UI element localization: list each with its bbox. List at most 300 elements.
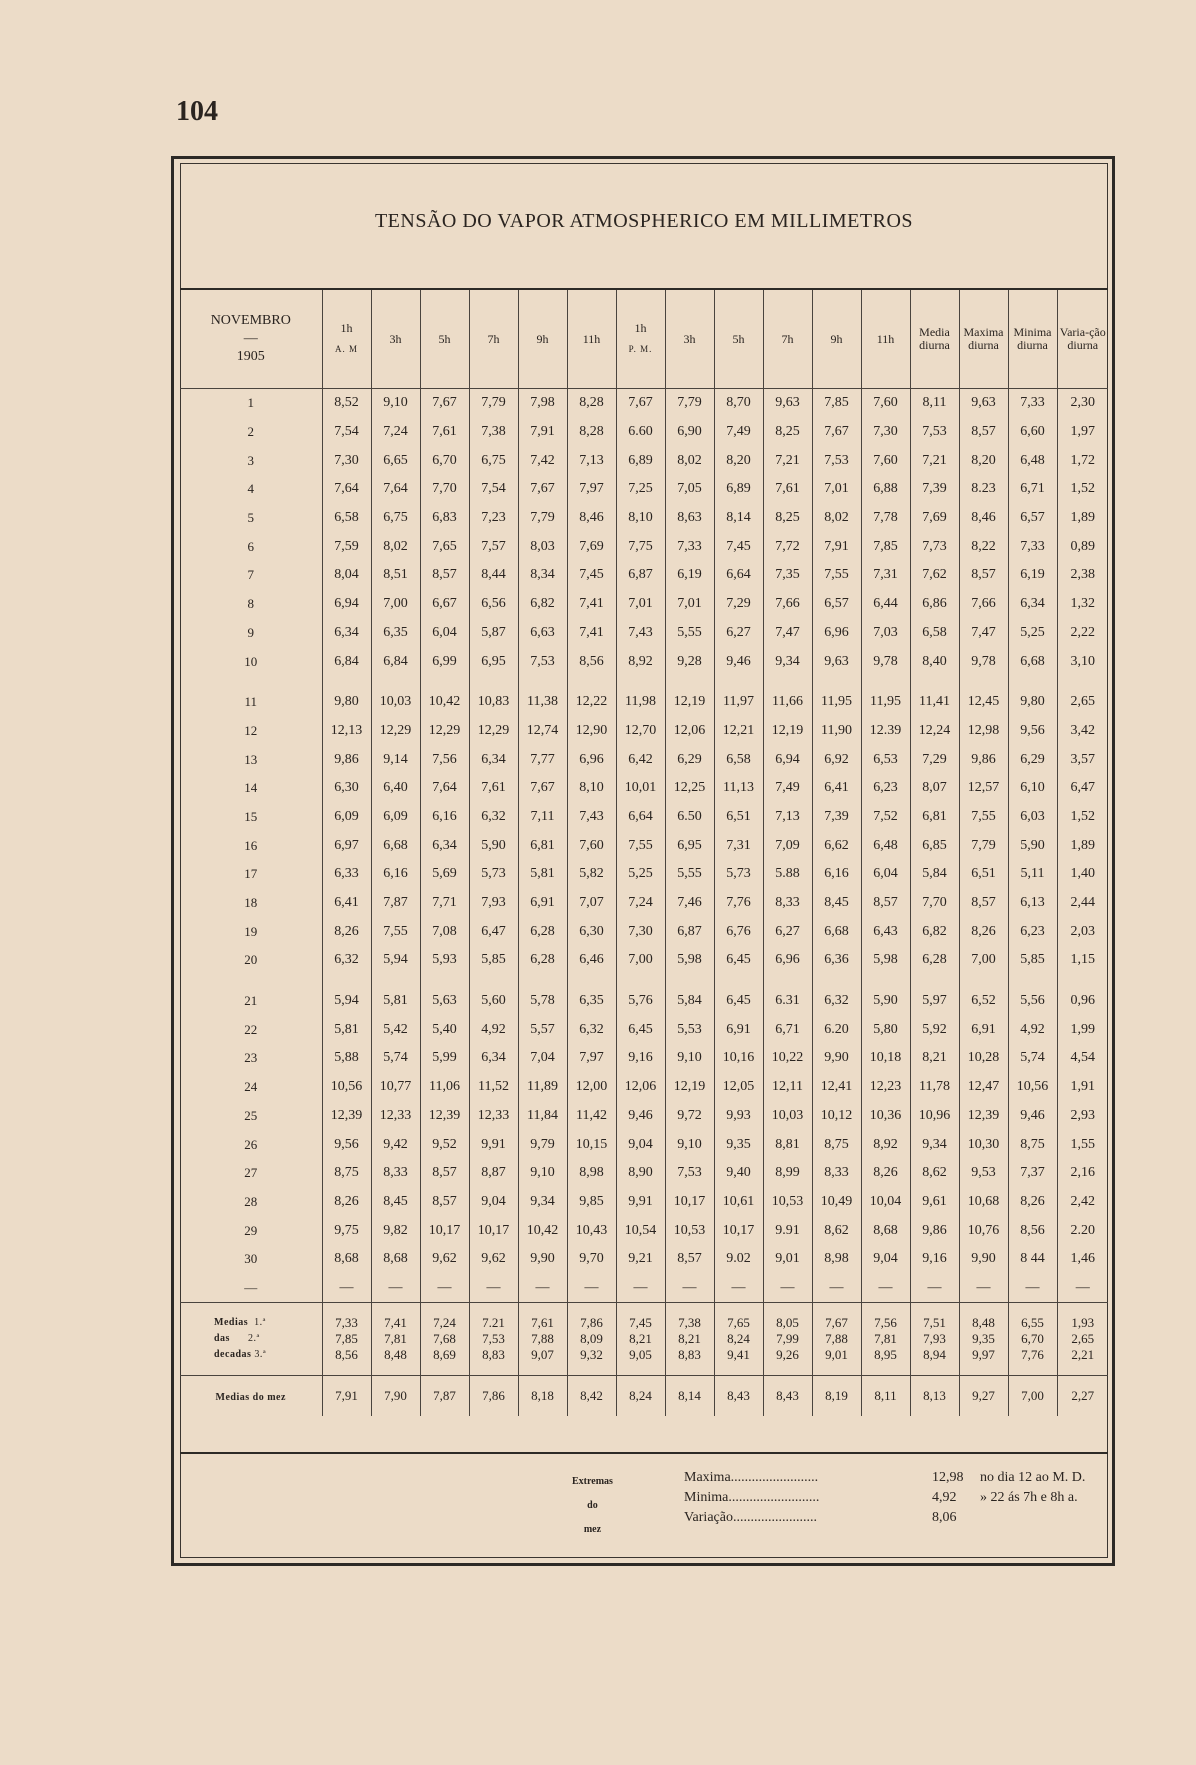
value-cell: 5,73 (714, 860, 763, 889)
value-cell: 6,28 (518, 946, 567, 975)
value-cell: 7,33 (1008, 532, 1057, 561)
dash-cell: — (420, 1274, 469, 1303)
value-cell: 6,81 (910, 803, 959, 832)
value-cell: 8,57 (861, 889, 910, 918)
month-mean-cell: 2,27 (1057, 1376, 1108, 1417)
value-cell: 2,30 (1057, 389, 1108, 418)
value-cell: 6,89 (714, 475, 763, 504)
value-cell: 6,82 (518, 590, 567, 619)
dash-cell: — (322, 1274, 371, 1303)
value-cell: 6,63 (518, 619, 567, 648)
month-header (180, 290, 322, 389)
value-cell: 7,59 (322, 532, 371, 561)
table-row (180, 745, 1108, 774)
value-cell: 7,00 (371, 590, 420, 619)
day-cell: 7 (247, 567, 254, 583)
dash-cell: — (714, 1274, 763, 1303)
value-cell: 10,17 (665, 1188, 714, 1217)
table-row (180, 1245, 1108, 1274)
value-cell: 8,28 (567, 389, 616, 418)
value-cell: 9,63 (959, 389, 1008, 418)
value-cell: 7,79 (665, 389, 714, 418)
value-cell: 6,67 (420, 590, 469, 619)
value-cell: 9.02 (714, 1245, 763, 1274)
value-cell: 8,57 (959, 561, 1008, 590)
month-mean-cell: 8,19 (812, 1376, 861, 1417)
value-cell: 8.23 (959, 475, 1008, 504)
table-row (180, 389, 1108, 418)
table-row (180, 889, 1108, 918)
value-cell: 9,42 (371, 1130, 420, 1159)
value-cell: 8,21 (910, 1044, 959, 1073)
value-cell: 8,90 (616, 1159, 665, 1188)
decade-cell: 8,48 9,35 9,97 (959, 1303, 1008, 1376)
value-cell: 6,48 (1008, 446, 1057, 475)
value-cell: 7,41 (567, 619, 616, 648)
value-cell: 8,81 (763, 1130, 812, 1159)
value-cell: 12,90 (567, 717, 616, 746)
value-cell: 7,04 (518, 1044, 567, 1073)
day-cell: 30 (244, 1251, 258, 1267)
decade-cell: 7,45 8,21 9,05 (616, 1303, 665, 1376)
day-cell: 14 (244, 780, 258, 796)
value-cell: 7,43 (567, 803, 616, 832)
value-cell: 12,22 (567, 688, 616, 717)
month-label: NOVEMBRO (210, 313, 291, 328)
dash-cell: — (910, 1274, 959, 1303)
value-cell: 7,31 (861, 561, 910, 590)
table-row (180, 619, 1108, 648)
value-cell: 7,79 (469, 389, 518, 418)
value-cell: 8,25 (763, 504, 812, 533)
day-cell: 20 (244, 952, 258, 968)
value-cell: 9,62 (469, 1245, 518, 1274)
value-cell: 7,38 (469, 418, 518, 447)
value-cell: 7,24 (371, 418, 420, 447)
value-cell: 12,06 (616, 1073, 665, 1102)
value-cell: 6,41 (812, 774, 861, 803)
value-cell: 4,54 (1057, 1044, 1108, 1073)
table-row (180, 774, 1108, 803)
value-cell: 1,15 (1057, 946, 1108, 975)
value-cell: 6,83 (420, 504, 469, 533)
dash-cell: — (1008, 1274, 1057, 1303)
value-cell: 12,47 (959, 1073, 1008, 1102)
month-mean-cell: 8,11 (861, 1376, 910, 1417)
month-mean-cell: 7,91 (322, 1376, 371, 1417)
value-cell: 7,66 (959, 590, 1008, 619)
dash-cell: — (469, 1274, 518, 1303)
value-cell: 12,24 (910, 717, 959, 746)
value-cell: 9,90 (812, 1044, 861, 1073)
value-cell: 7,55 (959, 803, 1008, 832)
value-cell: 5,42 (371, 1015, 420, 1044)
value-cell: 6,34 (469, 745, 518, 774)
value-cell: 5,85 (1008, 946, 1057, 975)
value-cell: 10,77 (371, 1073, 420, 1102)
value-cell: 2,44 (1057, 889, 1108, 918)
page-number: 104 (176, 96, 218, 127)
value-cell: 7,57 (469, 532, 518, 561)
value-cell: 8,26 (861, 1159, 910, 1188)
value-cell: 6,27 (763, 917, 812, 946)
value-cell: 10,42 (518, 1216, 567, 1245)
value-cell: 5,84 (665, 987, 714, 1016)
value-cell: 9,10 (665, 1130, 714, 1159)
table-row (180, 532, 1108, 561)
day-cell: 2 (247, 424, 254, 440)
col-header: 5h (420, 290, 469, 389)
value-cell: 6,87 (665, 917, 714, 946)
col-header: 1h P. M. (616, 290, 665, 389)
value-cell: 8,10 (616, 504, 665, 533)
value-cell: 9.91 (763, 1216, 812, 1245)
value-cell: 9,63 (763, 389, 812, 418)
value-cell: 9,10 (518, 1159, 567, 1188)
value-cell: 7,79 (518, 504, 567, 533)
value-cell: 12,29 (469, 717, 518, 746)
decade-cell: 7,41 7,81 8,48 (371, 1303, 420, 1376)
day-cell: 12 (244, 722, 258, 738)
value-cell: 6,70 (420, 446, 469, 475)
value-cell: 1,91 (1057, 1073, 1108, 1102)
value-cell: 9,63 (812, 647, 861, 676)
decade-cell: 7,38 8,21 8,83 (665, 1303, 714, 1376)
value-cell: 10,54 (616, 1216, 665, 1245)
day-cell: 17 (244, 866, 258, 882)
extreme-value: 8,06 (932, 1510, 957, 1525)
value-cell: 7,53 (812, 446, 861, 475)
value-cell: 11,78 (910, 1073, 959, 1102)
value-cell: 12,57 (959, 774, 1008, 803)
value-cell: 5,94 (322, 987, 371, 1016)
value-cell: 12,21 (714, 717, 763, 746)
value-cell: 7,53 (518, 647, 567, 676)
value-cell: 1,46 (1057, 1245, 1108, 1274)
month-mean-cell: 7,86 (469, 1376, 518, 1417)
value-cell: 8,98 (812, 1245, 861, 1274)
value-cell: 6,19 (1008, 561, 1057, 590)
value-cell: 8,57 (420, 561, 469, 590)
value-cell: 7,69 (910, 504, 959, 533)
value-cell: 11,52 (469, 1073, 518, 1102)
decade-cell: 1,93 2,65 2,21 (1057, 1303, 1108, 1376)
value-cell: 6,65 (371, 446, 420, 475)
value-cell: 12,39 (322, 1102, 371, 1131)
value-cell: 10,56 (1008, 1073, 1057, 1102)
value-cell: 7,67 (616, 389, 665, 418)
col-header: 7h (469, 290, 518, 389)
value-cell: 8,98 (567, 1159, 616, 1188)
value-cell: 8,57 (959, 889, 1008, 918)
table-row (180, 1073, 1108, 1102)
value-cell: 9,10 (371, 389, 420, 418)
value-cell: 5,99 (420, 1044, 469, 1073)
value-cell: 9,85 (567, 1188, 616, 1217)
value-cell: 6,58 (714, 745, 763, 774)
extreme-maxima-row (684, 1468, 1085, 1488)
value-cell: 1,97 (1057, 418, 1108, 447)
table-row (180, 590, 1108, 619)
value-cell: 6,97 (322, 831, 371, 860)
decade-cell: 7,86 8,09 9,32 (567, 1303, 616, 1376)
value-cell: 7,61 (763, 475, 812, 504)
month-mean-cell: 7,90 (371, 1376, 420, 1417)
dash-cell: — (861, 1274, 910, 1303)
value-cell: 7,75 (616, 532, 665, 561)
value-cell: 1,52 (1057, 475, 1108, 504)
value-cell: 5,81 (322, 1015, 371, 1044)
value-cell: 8,57 (665, 1245, 714, 1274)
table-row (180, 946, 1108, 975)
value-cell: 7,11 (518, 803, 567, 832)
value-cell: 10,56 (322, 1073, 371, 1102)
col-header: 9h (518, 290, 567, 389)
col-header: 3h (371, 290, 420, 389)
value-cell: 12.39 (861, 717, 910, 746)
value-cell: 7,97 (567, 475, 616, 504)
table-title: TENSÃO DO VAPOR ATMOSPHERICO EM MILLIMETROS (374, 210, 914, 232)
extreme-variacao-row (684, 1508, 1085, 1528)
value-cell: 6,64 (714, 561, 763, 590)
dash-row (180, 1274, 1108, 1303)
value-cell: 6,19 (665, 561, 714, 590)
value-cell: 6,16 (812, 860, 861, 889)
extreme-value: 12,98 (932, 1470, 964, 1485)
value-cell: 7,62 (910, 561, 959, 590)
value-cell: 6,75 (469, 446, 518, 475)
value-cell: 9,78 (861, 647, 910, 676)
value-cell: 8,03 (518, 532, 567, 561)
table-row (180, 860, 1108, 889)
value-cell: 10,49 (812, 1188, 861, 1217)
value-cell: 10,76 (959, 1216, 1008, 1245)
value-cell: 7,67 (420, 389, 469, 418)
value-cell: 12,05 (714, 1073, 763, 1102)
value-cell: 6,04 (861, 860, 910, 889)
col-header: 3h (665, 290, 714, 389)
value-cell: 7,98 (518, 389, 567, 418)
value-cell: 7,30 (616, 917, 665, 946)
table-row (180, 446, 1108, 475)
value-cell: 8,57 (959, 418, 1008, 447)
value-cell: 7,79 (959, 831, 1008, 860)
value-cell: 8,44 (469, 561, 518, 590)
value-cell: 6,95 (469, 647, 518, 676)
value-cell: 6,92 (812, 745, 861, 774)
value-cell: 12,13 (322, 717, 371, 746)
value-cell: 6,43 (861, 917, 910, 946)
month-mean-cell: 8,43 (763, 1376, 812, 1417)
month-mean-cell: 8,42 (567, 1376, 616, 1417)
value-cell: 11,97 (714, 688, 763, 717)
value-cell: 9,01 (763, 1245, 812, 1274)
value-cell: 5,81 (518, 860, 567, 889)
value-cell: 7,85 (861, 532, 910, 561)
value-cell: 7,29 (714, 590, 763, 619)
table-row (180, 418, 1108, 447)
dash-cell: — (518, 1274, 567, 1303)
value-cell: 5,97 (910, 987, 959, 1016)
day-cell: 23 (244, 1050, 258, 1066)
value-cell: 8,04 (322, 561, 371, 590)
table-row (180, 1044, 1108, 1073)
value-cell: 7,64 (322, 475, 371, 504)
dash-cell: — (812, 1274, 861, 1303)
value-cell: 12,19 (763, 717, 812, 746)
value-cell: 8,26 (322, 917, 371, 946)
value-cell: 8,20 (714, 446, 763, 475)
value-cell: 8,52 (322, 389, 371, 418)
value-cell: 8,33 (812, 1159, 861, 1188)
value-cell: 7,33 (1008, 389, 1057, 418)
value-cell: 9,61 (910, 1188, 959, 1217)
value-cell: 12,11 (763, 1073, 812, 1102)
extremes-values (684, 1468, 1085, 1528)
value-cell: 7,67 (812, 418, 861, 447)
value-cell: 9,56 (322, 1130, 371, 1159)
value-cell: 6,45 (616, 1015, 665, 1044)
value-cell: 8,56 (567, 647, 616, 676)
value-cell: 7,54 (322, 418, 371, 447)
value-cell: 12,33 (371, 1102, 420, 1131)
value-cell: 1,99 (1057, 1015, 1108, 1044)
value-cell: 10,04 (861, 1188, 910, 1217)
value-cell: 2,22 (1057, 619, 1108, 648)
value-cell: 7,21 (910, 446, 959, 475)
value-cell: 5,74 (1008, 1044, 1057, 1073)
day-cell: 18 (244, 895, 258, 911)
value-cell: 9,40 (714, 1159, 763, 1188)
value-cell: 12,29 (371, 717, 420, 746)
value-cell: 9,53 (959, 1159, 1008, 1188)
decade-cell: 8,05 7,99 9,26 (763, 1303, 812, 1376)
value-cell: 9,52 (420, 1130, 469, 1159)
value-cell: 5,90 (861, 987, 910, 1016)
value-cell: 12,33 (469, 1102, 518, 1131)
value-cell: 6,81 (518, 831, 567, 860)
value-cell: 11,41 (910, 688, 959, 717)
value-cell: 5,82 (567, 860, 616, 889)
month-mean-cell: 9,27 (959, 1376, 1008, 1417)
value-cell: 5,85 (469, 946, 518, 975)
value-cell: 6,60 (1008, 418, 1057, 447)
table-row (180, 717, 1108, 746)
dash-cell: — (371, 1274, 420, 1303)
day-cell: 16 (244, 837, 258, 853)
value-cell: 1,89 (1057, 504, 1108, 533)
value-cell: 5,76 (616, 987, 665, 1016)
value-cell: 5,53 (665, 1015, 714, 1044)
value-cell: 7,97 (567, 1044, 616, 1073)
value-cell: 6,52 (959, 987, 1008, 1016)
value-cell: 9,86 (959, 745, 1008, 774)
value-cell: 11,66 (763, 688, 812, 717)
value-cell: 6,09 (371, 803, 420, 832)
dash-cell: — (959, 1274, 1008, 1303)
value-cell: 10,36 (861, 1102, 910, 1131)
value-cell: 8,07 (910, 774, 959, 803)
value-cell: 10,30 (959, 1130, 1008, 1159)
value-cell: 12,98 (959, 717, 1008, 746)
extreme-note: » 22 ás 7h e 8h a. (980, 1490, 1078, 1505)
extreme-name: Variação........................ (684, 1510, 817, 1525)
value-cell: 6,27 (714, 619, 763, 648)
value-cell: 8,68 (861, 1216, 910, 1245)
value-cell: 6,35 (371, 619, 420, 648)
value-cell: 9,04 (469, 1188, 518, 1217)
value-cell: 7,70 (910, 889, 959, 918)
value-cell: 6,04 (420, 619, 469, 648)
value-cell: 7,73 (910, 532, 959, 561)
value-cell: 8,34 (518, 561, 567, 590)
value-cell: 6,96 (763, 946, 812, 975)
vapor-tension-table (180, 290, 1108, 1416)
value-cell: 6,51 (714, 803, 763, 832)
decade-cell: 6,55 6,70 7,76 (1008, 1303, 1057, 1376)
value-cell: 7,61 (469, 774, 518, 803)
value-cell: 2.20 (1057, 1216, 1108, 1245)
value-cell: 5,98 (665, 946, 714, 975)
extreme-name: Minima.......................... (684, 1490, 820, 1505)
value-cell: 8,25 (763, 418, 812, 447)
value-cell: 7,54 (469, 475, 518, 504)
decade-means-row (180, 1303, 1108, 1376)
dash-cell: — (763, 1274, 812, 1303)
table-row (180, 475, 1108, 504)
value-cell: 7,93 (469, 889, 518, 918)
value-cell: 5,78 (518, 987, 567, 1016)
value-cell: 9,14 (371, 745, 420, 774)
value-cell: 12,41 (812, 1073, 861, 1102)
value-cell: 10,28 (959, 1044, 1008, 1073)
value-cell: 9,46 (714, 647, 763, 676)
day-cell: 11 (244, 694, 258, 710)
value-cell: 5,56 (1008, 987, 1057, 1016)
value-cell: 1,40 (1057, 860, 1108, 889)
value-cell: 10,42 (420, 688, 469, 717)
col-header-maxima: Maxima diurna (959, 290, 1008, 389)
value-cell: 2,16 (1057, 1159, 1108, 1188)
value-cell: 9,28 (665, 647, 714, 676)
value-cell: 5.88 (763, 860, 812, 889)
value-cell: 8,40 (910, 647, 959, 676)
value-cell: 6,28 (910, 946, 959, 975)
value-cell: 5,55 (665, 619, 714, 648)
value-cell: 7,49 (763, 774, 812, 803)
value-cell: 5,92 (910, 1015, 959, 1044)
dash-cell: — (567, 1274, 616, 1303)
value-cell: 7,52 (861, 803, 910, 832)
value-cell: 6,42 (616, 745, 665, 774)
value-cell: 2,93 (1057, 1102, 1108, 1131)
value-cell: 8,46 (567, 504, 616, 533)
value-cell: 11,98 (616, 688, 665, 717)
value-cell: 7,65 (420, 532, 469, 561)
value-cell: 7,53 (910, 418, 959, 447)
value-cell: 8,57 (420, 1188, 469, 1217)
value-cell: 6,33 (322, 860, 371, 889)
value-cell: 7,07 (567, 889, 616, 918)
value-cell: 9,90 (959, 1245, 1008, 1274)
value-cell: 0,96 (1057, 987, 1108, 1016)
value-cell: 6,34 (1008, 590, 1057, 619)
value-cell: 7,66 (763, 590, 812, 619)
value-cell: 8,26 (1008, 1188, 1057, 1217)
value-cell: 8,62 (812, 1216, 861, 1245)
value-cell: 6,68 (371, 831, 420, 860)
value-cell: 6,40 (371, 774, 420, 803)
